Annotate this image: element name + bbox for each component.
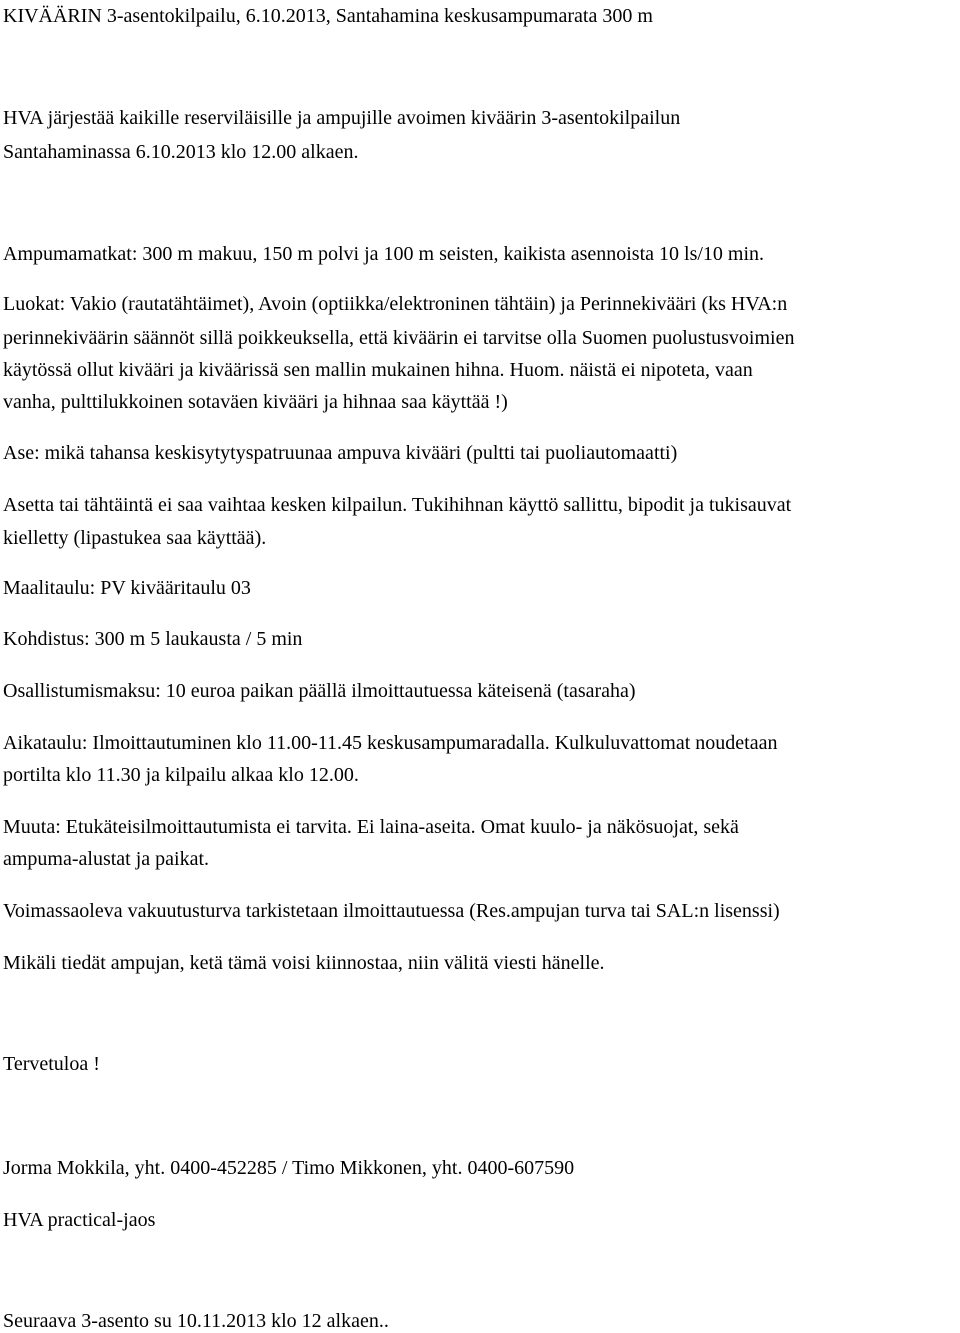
schedule-line-1: Aikataulu: Ilmoittautuminen klo 11.00-11.45 keskusampumaradalla. Kulkuluvattomat noudetaan [3, 732, 778, 754]
weapon-text: Ase: mikä tahansa keskisytytyspatruunaa ampuva kivääri (pultti tai puoliautomaatti) [3, 442, 678, 464]
classes-line-4: vanha, pulttilukkoinen sotaväen kivääri ja hihnaa saa käyttää !) [3, 391, 508, 413]
classes-line-3: käytössä ollut kivääri ja kiväärissä sen mallin mukainen hihna. Huom. näistä ei nipoteta, vaan [3, 359, 753, 381]
classes-line-2: perinnekiväärin säännöt sillä poikkeuksella, että kiväärin ei tarvitse olla Suomen puolustusvoimien [3, 327, 795, 349]
fee-text: Osallistumismaksu: 10 euroa paikan päällä ilmoittautuessa käteisenä (tasaraha) [3, 680, 636, 702]
contacts-text: Jorma Mokkila, yht. 0400-452285 / Timo Mikkonen, yht. 0400-607590 [3, 1157, 575, 1179]
welcome-text: Tervetuloa ! [3, 1053, 100, 1075]
intro-line-1: HVA järjestää kaikille reserviläisille ja ampujille avoimen kiväärin 3-asentokilpailun [3, 107, 681, 129]
other-line-2: ampuma-alustat ja paikat. [3, 848, 210, 870]
document-title: KIVÄÄRIN 3-asentokilpailu, 6.10.2013, Santahamina keskusampumarata 300 m [3, 5, 653, 27]
next-event-text: Seuraava 3-asento su 10.11.2013 klo 12 alkaen.. [3, 1310, 389, 1332]
zeroing-text: Kohdistus: 300 m 5 laukausta / 5 min [3, 628, 303, 650]
insurance-text: Voimassaoleva vakuutusturva tarkistetaan ilmoittautuessa (Res.ampujan turva tai SAL:n lisenssi) [3, 900, 780, 922]
other-line-1: Muuta: Etukäteisilmoittautumista ei tarvita. Ei laina-aseita. Omat kuulo- ja näkösuojat, sekä [3, 816, 739, 838]
intro-line-2: Santahaminassa 6.10.2013 klo 12.00 alkaen. [3, 141, 359, 163]
distances-text: Ampumamatkat: 300 m makuu, 150 m polvi ja 100 m seisten, kaikista asennoista 10 ls/10 min. [3, 243, 765, 265]
schedule-line-2: portilta klo 11.30 ja kilpailu alkaa klo 12.00. [3, 764, 359, 786]
organizer-text: HVA practical-jaos [3, 1209, 156, 1231]
target-text: Maalitaulu: PV kivääritaulu 03 [3, 577, 251, 599]
position-rules-line-2: kielletty (lipastukea saa käyttää). [3, 527, 267, 549]
classes-line-1: Luokat: Vakio (rautatähtäimet), Avoin (optiikka/elektroninen tähtäin) ja Perinnekivääri (ks HVA:n [3, 293, 788, 315]
share-text: Mikäli tiedät ampujan, ketä tämä voisi kiinnostaa, niin välitä viesti hänelle. [3, 952, 605, 974]
position-rules-line-1: Asetta tai tähtäintä ei saa vaihtaa kesken kilpailun. Tukihihnan käyttö sallittu, bipodit ja tukisauvat [3, 494, 792, 516]
